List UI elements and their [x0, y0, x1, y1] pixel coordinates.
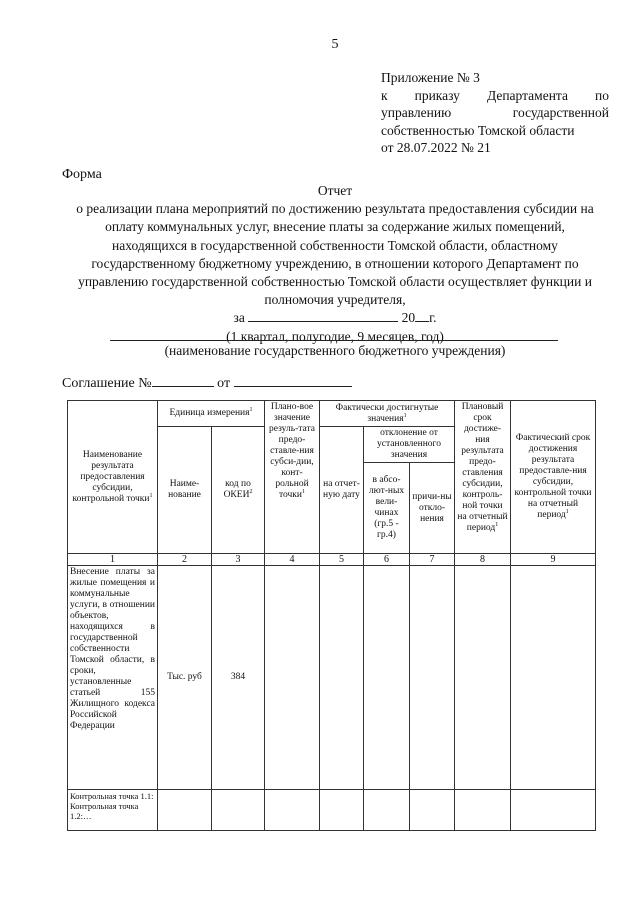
- agreement-date-blank[interactable]: [234, 374, 352, 387]
- report-title: Отчет: [317, 183, 353, 198]
- header-unit-code: код по ОКЕИ$^2$: [212, 427, 265, 554]
- report-line-1: о реализации плана мероприятий по достижению результата предоставления субсидии на: [76, 201, 594, 217]
- control-point-1: Контрольная точка 1.1:: [70, 791, 154, 801]
- column-number: 4: [265, 554, 320, 566]
- column-number: 6: [364, 554, 410, 566]
- unit-code-cell: 384: [212, 566, 265, 790]
- column-number: 2: [158, 554, 212, 566]
- appendix-block: [381, 69, 609, 157]
- column-number: 5: [320, 554, 364, 566]
- header-deviation-group: отклонение от установленного значения: [364, 427, 455, 463]
- deviation-abs-cell[interactable]: [364, 566, 410, 790]
- result-name-cell: Внесение платы за жилые помещения и коммунальные услуги, в отношении объектов, находящихся в государственной собственности Томской области, в сроки, установленные статьей 155 Жилищного кодекса Российской Федерации: [68, 566, 158, 790]
- empty-cell[interactable]: [320, 790, 364, 831]
- agreement-number-blank[interactable]: [152, 374, 214, 387]
- report-line-3: находящихся в государственной собственности Томской области, областному: [112, 237, 558, 253]
- period-prefix: за: [233, 310, 245, 326]
- agreement-from: от: [217, 376, 231, 391]
- report-line-2: оплату коммунальных услуг, внесение платы за содержание жилых помещений,: [105, 219, 565, 235]
- plan-value-cell[interactable]: [265, 566, 320, 790]
- appendix-line-1: Приложение № 3: [381, 70, 480, 85]
- agency-name-line[interactable]: [110, 340, 558, 341]
- deviation-reason-cell[interactable]: [410, 566, 455, 790]
- empty-cell[interactable]: [364, 790, 410, 831]
- column-number: 9: [511, 554, 596, 566]
- agency-caption: (наименование государственного бюджетного учреждения): [164, 343, 506, 358]
- empty-cell[interactable]: [158, 790, 212, 831]
- report-line-4: государственному бюджетному учреждению, в отношении которого Департамент по: [91, 255, 579, 271]
- header-plan-value: Плано-вое значение резуль-тата предо-ставле-ния субси-дии, конт-рольной точки$^1$: [265, 401, 320, 554]
- empty-cell[interactable]: [265, 790, 320, 831]
- appendix-line-2: к приказу Департамента по: [381, 87, 609, 103]
- report-line-5: управлению государственной собственностью Томской области осуществляет функции и: [78, 274, 592, 290]
- actual-date-cell[interactable]: [320, 566, 364, 790]
- header-actual-group: Фактически достигнутые значения$^1$: [320, 401, 455, 427]
- report-period-line: [50, 309, 620, 327]
- column-number: 1: [68, 554, 158, 566]
- appendix-line-5: от 28.07.2022 № 21: [381, 140, 491, 155]
- header-name: Наименование результата предоставления субсидии, контрольной точки$^1$: [68, 401, 158, 554]
- table-row: [68, 790, 596, 831]
- empty-cell[interactable]: [455, 790, 511, 831]
- appendix-line-4: собственностью Томской области: [381, 122, 575, 138]
- header-plan-term: Плановый срок достиже-ния результата предо-ставления субсидии, контроль-ной точки на отчетный период$^1$: [455, 401, 511, 554]
- column-number: 3: [212, 554, 265, 566]
- empty-cell[interactable]: [410, 790, 455, 831]
- actual-term-cell[interactable]: [511, 566, 596, 790]
- header-deviation-reason: причи-ны откло-нения: [410, 463, 455, 554]
- page-number: 5: [331, 37, 339, 52]
- plan-term-cell[interactable]: [455, 566, 511, 790]
- empty-cell[interactable]: [511, 790, 596, 831]
- agreement-prefix: Соглашение №: [62, 376, 152, 391]
- appendix-line-3: управлению государственной: [381, 105, 609, 120]
- period-options: (1 квартал, полугодие, 9 месяцев, год): [226, 328, 444, 344]
- header-deviation-abs: в абсо-лют-ных вели-чинах (гр.5 - гр.4): [364, 463, 410, 554]
- report-table: [67, 400, 596, 831]
- agreement-line: [62, 374, 352, 392]
- period-suffix: г.: [429, 310, 437, 326]
- header-unit-name: Наиме-нование: [158, 427, 212, 554]
- control-points-cell: [68, 790, 158, 831]
- period-blank[interactable]: [248, 309, 398, 322]
- column-number: 8: [455, 554, 511, 566]
- report-heading: [50, 182, 620, 346]
- empty-cell[interactable]: [212, 790, 265, 831]
- header-actual-term: Фактический срок достижения результата предоставле-ния субсидии, контрольной точки на отчетный период$^1$: [511, 401, 596, 554]
- header-unit-group: Единица измерения$^1$: [158, 401, 265, 427]
- control-point-2: Контрольная точка 1.2:…: [70, 801, 139, 821]
- year-blank[interactable]: [415, 309, 429, 322]
- form-label: Форма: [62, 167, 102, 182]
- period-year: 20: [401, 310, 416, 326]
- unit-name-cell: Тыс. руб: [158, 566, 212, 790]
- column-number: 7: [410, 554, 455, 566]
- report-line-6: полномочия учредителя,: [264, 292, 406, 308]
- header-actual-date: на отчет-ную дату: [320, 427, 364, 554]
- table-row: [68, 566, 596, 790]
